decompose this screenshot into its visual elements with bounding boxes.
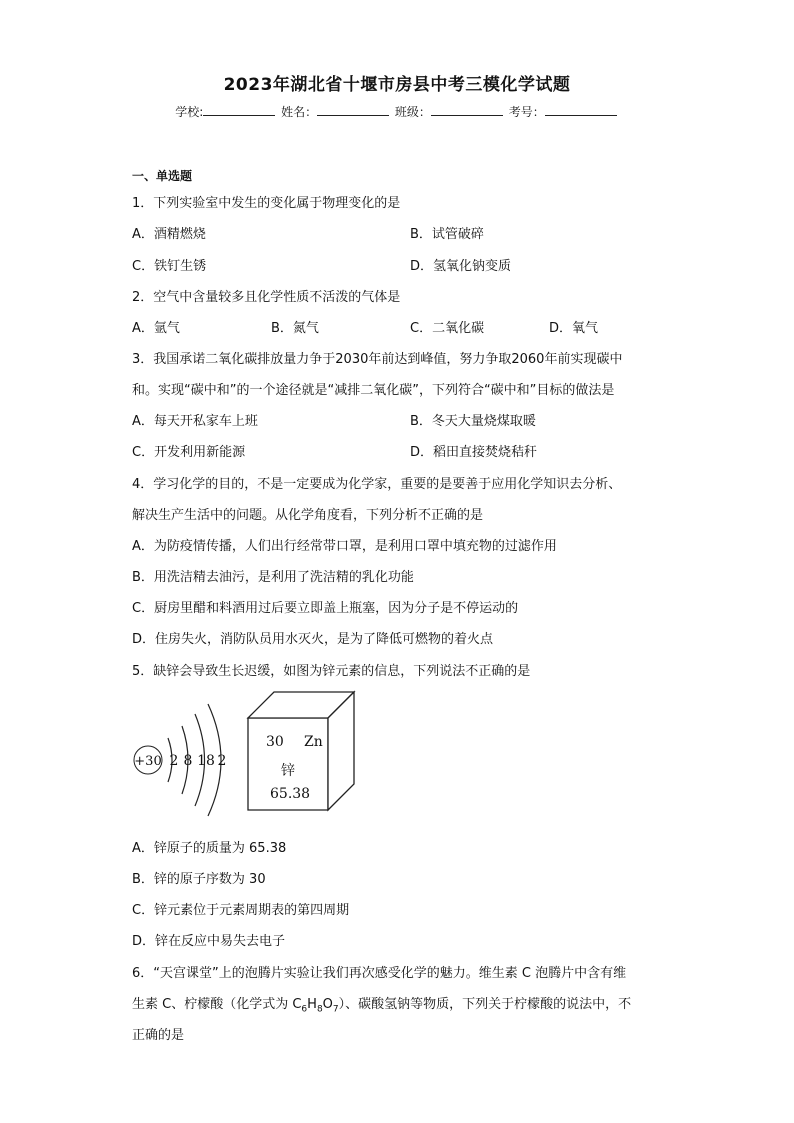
carbon-subscript: 6: [301, 1004, 308, 1015]
question-3-stem-line-2: 和。实现“碳中和”的一个途径就是“减排二氧化碳”，下列符合“碳中和”目标的做法是: [132, 383, 615, 398]
question-4-option-c: C．厨房里醋和料酒用过后要立即盖上瓶塞，因为分子是不停运动的: [132, 601, 519, 616]
question-1-option-d: D．氢氧化钠变质: [410, 259, 512, 274]
question-4-option-b: B．用洗洁精去油污，是利用了洗洁精的乳化功能: [132, 570, 414, 585]
question-5-stem: 5．缺锌会导致生长迟缓，如图为锌元素的信息，下列说法不正确的是: [132, 664, 531, 679]
hydrogen-symbol: H: [307, 997, 317, 1012]
exam-number-label: 考号：: [508, 105, 545, 119]
name-field[interactable]: [317, 103, 389, 116]
nucleus-charge: +30: [134, 754, 162, 769]
exam-number-field[interactable]: [545, 103, 617, 116]
question-3-option-a: A．每天开私家车上班: [132, 414, 258, 429]
question-6-stem-line-2: [132, 993, 631, 1015]
question-5-option-a: A．锌原子的质量为 65.38: [132, 841, 287, 856]
page-title: 2023年湖北省十堰市房县中考三模化学试题: [223, 75, 571, 95]
question-2-stem: 2．空气中含量较多且化学性质不活泼的气体是: [132, 290, 401, 305]
student-info-line: [0, 103, 794, 120]
school-field[interactable]: [203, 103, 275, 116]
question-4-option-a: A．为防疫情传播，人们出行经常带口罩，是利用口罩中填充物的过滤作用: [132, 539, 557, 554]
question-1-option-b: B．试管破碎: [410, 227, 484, 242]
question-3-stem-line-1: 3．我国承诺二氧化碳排放量力争于2030年前达到峰值，努力争取2060年前实现碳中: [132, 352, 623, 367]
question-5-option-d: D．锌在反应中易失去电子: [132, 934, 286, 949]
name-label: 姓名：: [281, 105, 318, 119]
question-6-stem-line-1: 6．“天宫课堂”上的泡腾片实验让我们再次感受化学的魅力。维生素 C 泡腾片中含有维: [132, 966, 627, 981]
oxygen-symbol: O: [322, 997, 333, 1012]
class-label: 班级：: [394, 105, 431, 119]
question-2-option-b: B．氮气: [271, 321, 319, 336]
question-3-option-d: D．稻田直接焚烧秸秆: [410, 445, 538, 460]
question-3-option-b: B．冬天大量烧煤取暖: [410, 414, 536, 429]
question-1-stem: 1．下列实验室中发生的变化属于物理变化的是: [132, 196, 401, 211]
question-1-option-a: A．酒精燃烧: [132, 227, 206, 242]
shell-4-electrons: 2: [217, 753, 227, 769]
question-4-stem-line-2: 解决生产生活中的问题。从化学角度看，下列分析不正确的是: [132, 508, 484, 523]
section-heading: 一、单选题: [132, 169, 193, 183]
shell-2-electrons: 8: [183, 753, 193, 769]
question-4-option-d: D．住房失火，消防队员用水灭火，是为了降低可燃物的着火点: [132, 632, 494, 647]
question-6-text-b: ）、碳酸氢钠等物质，下列关于柠檬酸的说法中，不: [338, 997, 632, 1012]
question-3-option-c: C．开发利用新能源: [132, 445, 246, 460]
question-6-stem-line-3: 正确的是: [132, 1028, 185, 1043]
question-2-option-d: D．氧气: [549, 321, 599, 336]
question-5-option-c: C．锌元素位于元素周期表的第四周期: [132, 903, 350, 918]
question-5-option-b: B．锌的原子序数为 30: [132, 872, 266, 887]
atomic-number: 30: [266, 734, 284, 750]
class-field[interactable]: [431, 103, 503, 116]
oxygen-subscript: 7: [332, 1004, 339, 1015]
hydrogen-subscript: 8: [316, 1004, 323, 1015]
shell-1-electrons: 2: [169, 753, 179, 769]
question-2-option-c: C．二氧化碳: [410, 321, 485, 336]
question-6-text-a: 生素 C、柠檬酸（化学式为 C: [132, 997, 302, 1012]
question-2-option-a: A．氩气: [132, 321, 180, 336]
school-label: 学校:: [175, 105, 204, 119]
question-1-option-c: C．铁钉生锈: [132, 259, 207, 274]
shell-3-electrons: 18: [197, 753, 215, 769]
question-4-stem-line-1: 4．学习化学的目的，不是一定要成为化学家，重要的是要善于应用化学知识去分析、: [132, 477, 622, 492]
zinc-element-card: [246, 690, 356, 812]
element-symbol: Zn: [304, 734, 323, 750]
relative-atomic-mass: 65.38: [270, 786, 311, 802]
element-name: 锌: [281, 763, 295, 779]
